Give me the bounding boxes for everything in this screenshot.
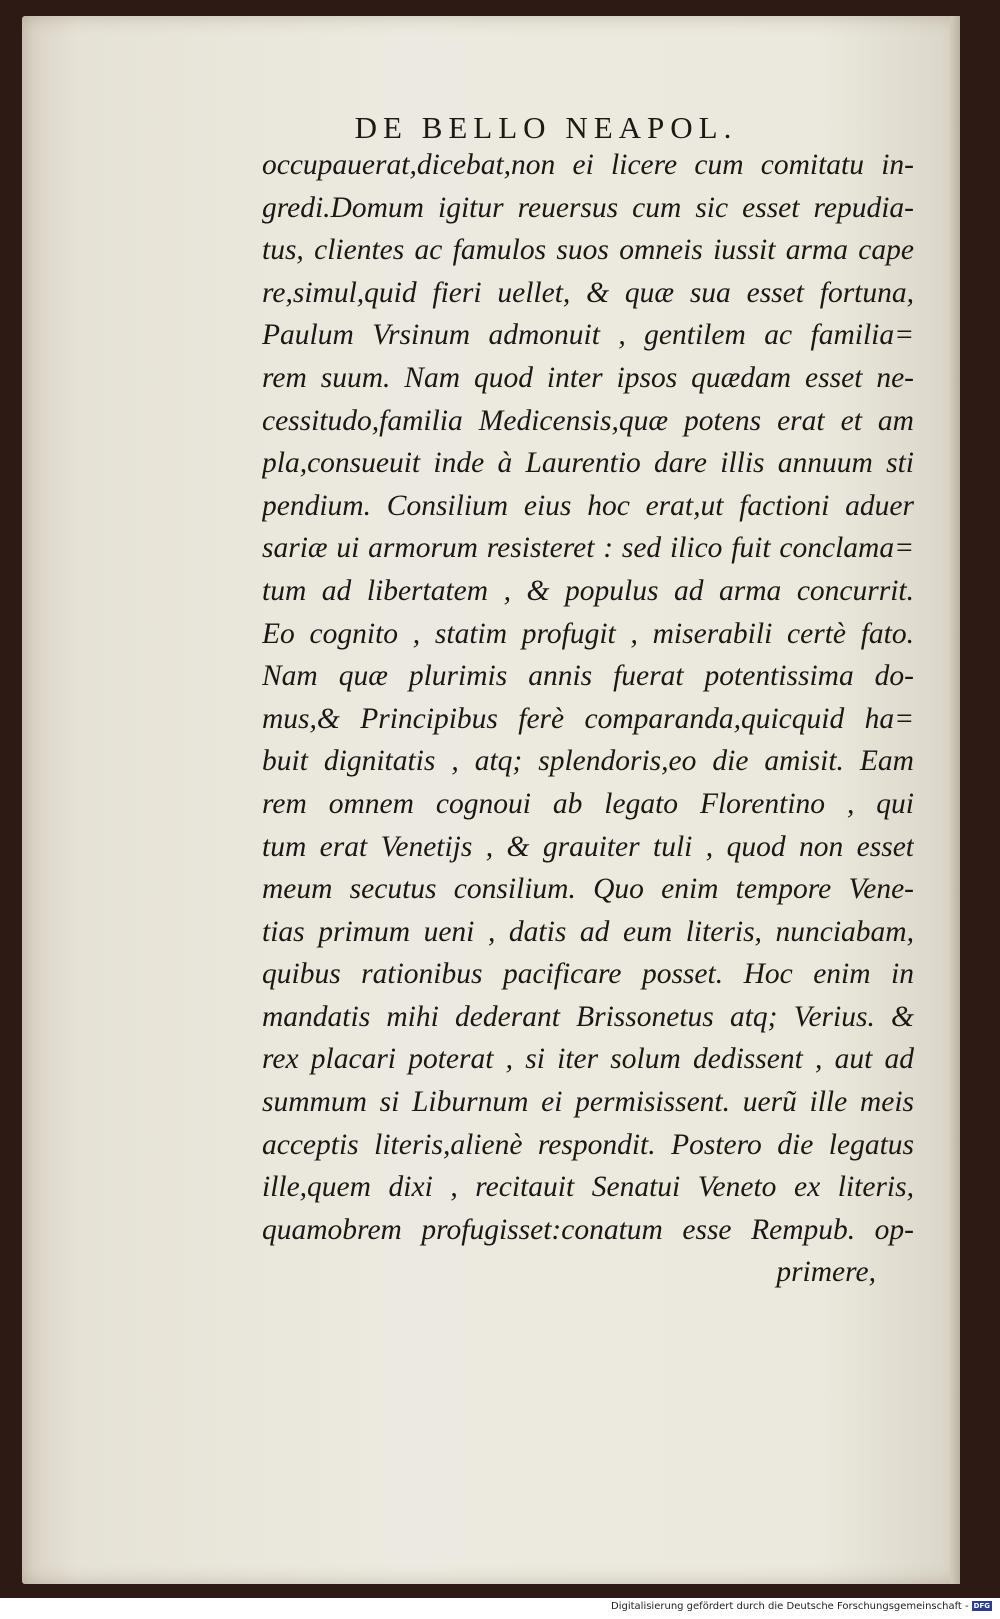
text-line: sariæ ui armorum resisteret : sed ilico fuit conclama= — [262, 532, 914, 565]
text-line: tus, clientes ac famulos suos omneis iussit arma cape — [262, 234, 914, 267]
text-line: rem suum. Nam quod inter ipsos quædam esset ne- — [262, 361, 914, 394]
text-line: ille,quem dixi , recitauit Senatui Veneto ex literis, — [262, 1171, 914, 1204]
text-line: quibus rationibus pacificare posset. Hoc enim in — [262, 958, 914, 991]
text-line: pendium. Consilium eius hoc erat,ut factioni aduer — [262, 489, 914, 522]
dfg-logo-icon: DFG — [973, 1602, 990, 1610]
text-line: occupauerat,dicebat,non ei licere cum comitatu in- — [262, 149, 914, 181]
page-edge — [950, 16, 960, 1584]
running-head: DE BELLO NEAPOL. — [354, 110, 738, 145]
text-line: buit dignitatis , atq; splendoris,eo die amisit. Eam — [262, 745, 914, 778]
catchword: primere, — [776, 1256, 876, 1289]
text-line: tum ad libertatem , & populus ad arma concurrit. — [262, 574, 914, 607]
text-line: meum secutus consilium. Quo enim tempore Vene- — [262, 873, 914, 906]
text-line: mandatis mihi dederant Brissonetus atq; Verius. & — [262, 1000, 914, 1033]
text-line: gredi.Domum igitur reuersus cum sic esset repudia- — [262, 191, 914, 224]
body-text — [262, 144, 914, 1294]
text-line: mus,& Principibus ferè comparanda,quicquid ha= — [262, 702, 914, 735]
text-line: pla,consueuit inde à Laurentio dare illis annuum sti — [262, 447, 914, 480]
text-line: Eo cognito , statim profugit , miserabili certè fato. — [262, 617, 914, 650]
text-line: rem omnem cognoui ab legato Florentino , qui — [262, 787, 914, 820]
text-line: tias primum ueni , datis ad eum literis, nunciabam, — [262, 915, 914, 948]
text-line: rex placari poterat , si iter solum dedissent , aut ad — [262, 1043, 914, 1076]
text-line: cessitudo,familia Medicensis,quæ potens erat et am — [262, 404, 914, 437]
text-line: summum si Liburnum ei permisissent. uerũ ille meis — [262, 1086, 914, 1119]
text-line: Paulum Vrsinum admonuit , gentilem ac familia= — [262, 319, 914, 352]
text-line: quamobrem profugisset:conatum esse Rempub. op- — [262, 1213, 914, 1246]
text-line: tum erat Venetijs , & grauiter tuli , quod non esset — [262, 830, 914, 863]
digitization-credit — [611, 1601, 992, 1612]
text-line: re,simul,quid fieri uellet, & quæ sua esset fortuna, — [262, 276, 914, 309]
credit-text: Digitalisierung gefördert durch die Deutsche Forschungsgemeinschaft - — [611, 1601, 969, 1612]
text-line: Nam quæ plurimis annis fuerat potentissima do- — [262, 660, 914, 693]
text-line: acceptis literis,alienè respondit. Postero die legatus — [262, 1128, 914, 1161]
